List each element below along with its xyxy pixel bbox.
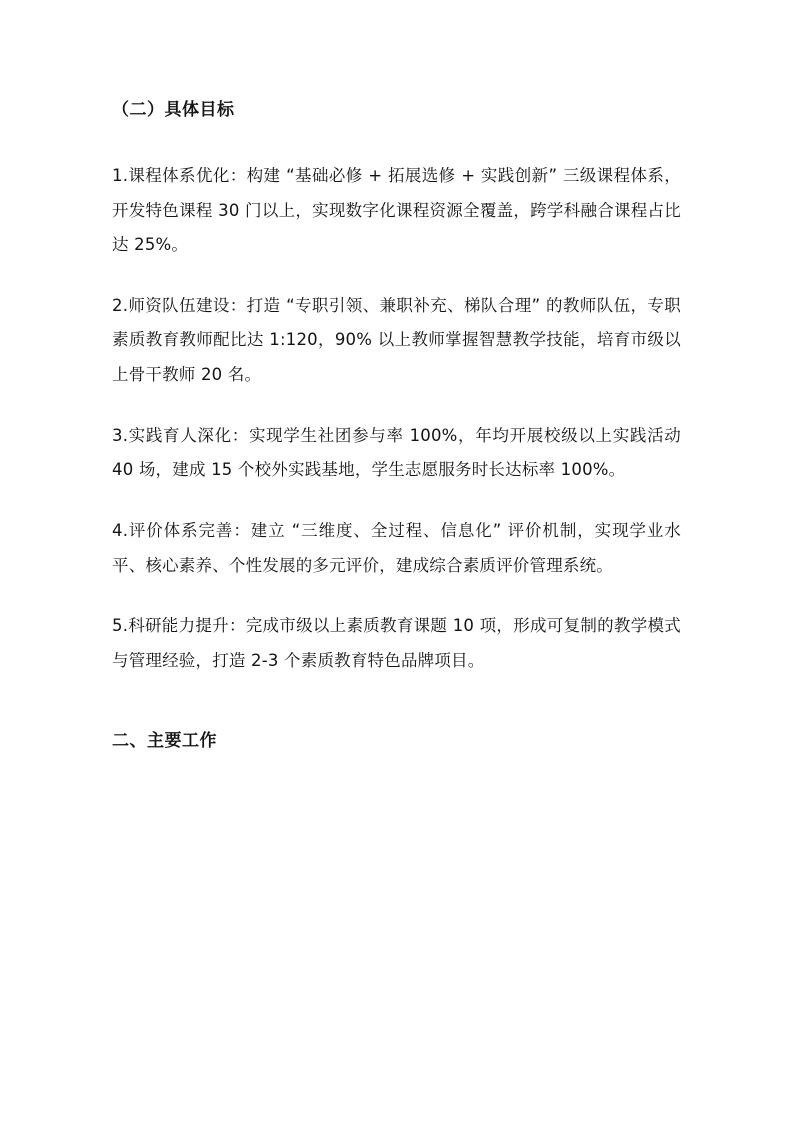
paragraph-practice-education: 3.实践育人深化：实现学生社团参与率 100%，年均开展校级以上实践活动 40 场，建成 15 个校外实践基地，学生志愿服务时长达标率 100%。 (112, 425, 681, 480)
paragraph-faculty-development: 2.师资队伍建设：打造 “专职引领、兼职补充、梯队合理” 的教师队伍，专职素质教育教师配比达 1:120，90% 以上教师掌握智慧教学技能，培育市级以上骨干教师 20 名。 (112, 295, 681, 385)
section-heading-main-work: 二、主要工作 (112, 730, 217, 751)
paragraph-research-capability: 5.科研能力提升：完成市级以上素质教育课题 10 项，形成可复制的教学模式与管理经验，打造 2-3 个素质教育特色品牌项目。 (112, 616, 681, 670)
document-body (112, 96, 681, 755)
paragraph-curriculum-optimization: 1.课程体系优化：构建 “基础必修 + 拓展选修 + 实践创新” 三级课程体系，开发特色课程 30 门以上，实现数字化课程资源全覆盖，跨学科融合课程占比达 25%。 (112, 165, 681, 255)
paragraph-evaluation-system: 4.评价体系完善：建立 “三维度、全过程、信息化” 评价机制，实现学业水平、核心素养、个性发展的多元评价，建成综合素质评价管理系统。 (112, 521, 681, 575)
page-title: （二）具体目标 (112, 100, 235, 120)
